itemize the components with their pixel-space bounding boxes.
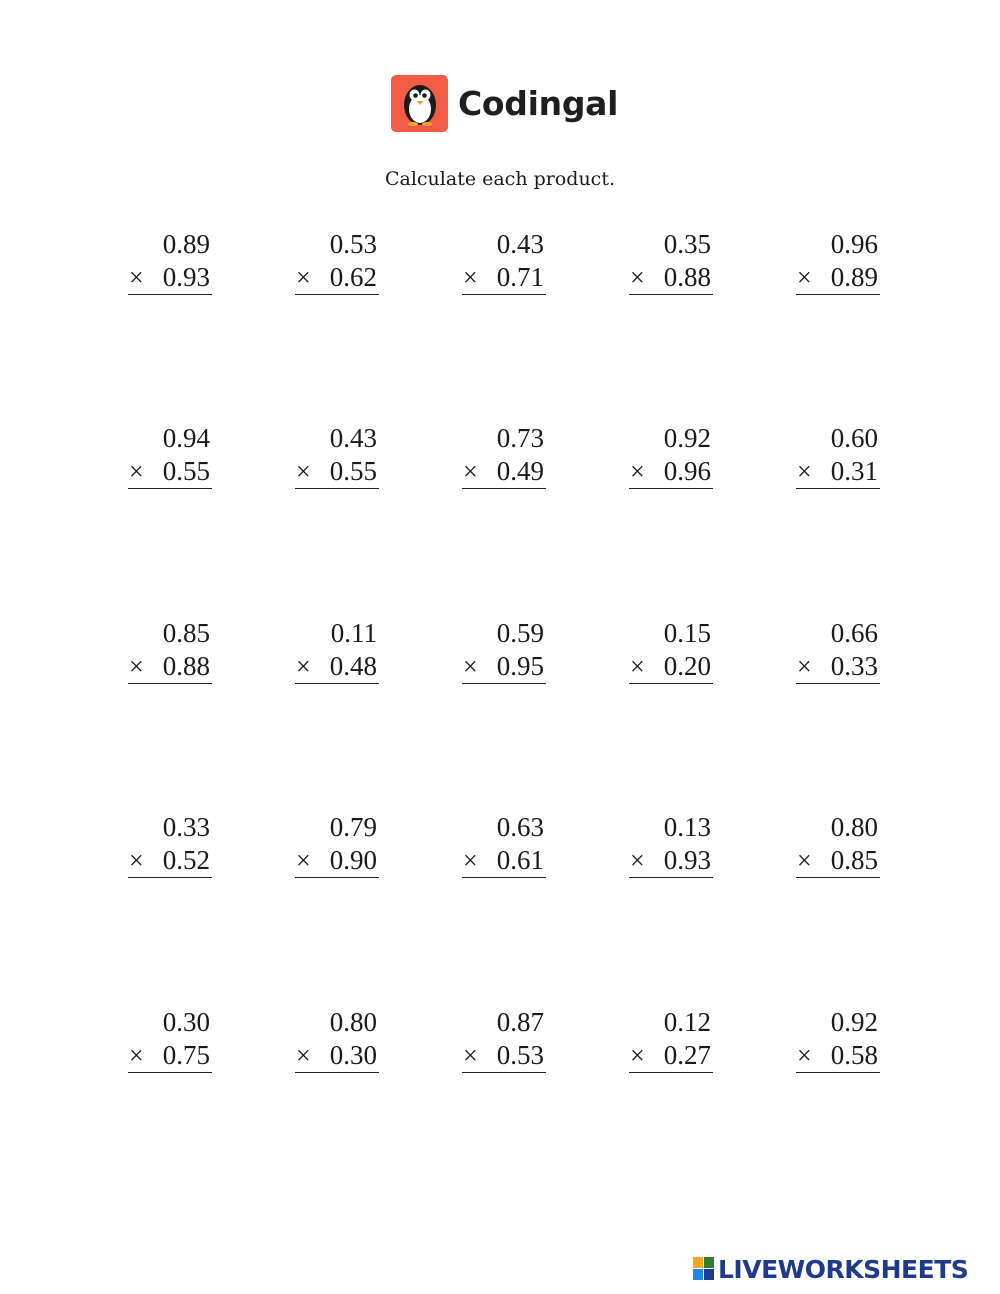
multiplicand: 0.15	[663, 618, 711, 648]
multiplicand: 0.63	[496, 812, 544, 842]
multiplier-row	[128, 1039, 212, 1073]
multiplicand: 0.59	[496, 618, 544, 648]
multiplier: 0.55	[329, 456, 377, 486]
multiplier: 0.62	[329, 262, 377, 292]
multiplier: 0.31	[830, 456, 878, 486]
multiplication-problem	[796, 1006, 880, 1073]
multiplicand: 0.33	[162, 812, 210, 842]
multiplier: 0.95	[496, 651, 544, 681]
times-sign: ×	[296, 652, 311, 681]
multiplication-problem	[629, 811, 713, 878]
multiplication-problem	[462, 422, 546, 489]
multiplier-row	[796, 1039, 880, 1073]
liveworksheets-watermark	[693, 1254, 968, 1284]
multiplier: 0.61	[496, 845, 544, 875]
times-sign: ×	[296, 1041, 311, 1070]
multiplicand: 0.73	[496, 423, 544, 453]
times-sign: ×	[296, 263, 311, 292]
multiplicand: 0.80	[329, 1007, 377, 1037]
multiplication-problem	[796, 811, 880, 878]
multiplier: 0.96	[663, 456, 711, 486]
multiplier-row	[796, 844, 880, 878]
multiplication-problem	[295, 617, 379, 684]
multiplicand: 0.80	[830, 812, 878, 842]
multiplier-row	[295, 455, 379, 489]
multiplier-row	[629, 844, 713, 878]
times-sign: ×	[630, 652, 645, 681]
multiplicand: 0.13	[663, 812, 711, 842]
times-sign: ×	[463, 457, 478, 486]
multiplication-problem	[462, 811, 546, 878]
multiplicand: 0.96	[830, 229, 878, 259]
times-sign: ×	[630, 846, 645, 875]
multiplier-row	[629, 261, 713, 295]
multiplier: 0.93	[663, 845, 711, 875]
multiplier: 0.88	[162, 651, 210, 681]
times-sign: ×	[630, 457, 645, 486]
multiplication-problem	[629, 1006, 713, 1073]
times-sign: ×	[463, 1041, 478, 1070]
times-sign: ×	[463, 652, 478, 681]
multiplication-problem	[128, 228, 212, 295]
multiplier: 0.89	[830, 262, 878, 292]
multiplier: 0.49	[496, 456, 544, 486]
watermark-text: LIVEWORKSHEETS	[718, 1254, 969, 1284]
multiplier: 0.52	[162, 845, 210, 875]
brand-name: Codingal	[458, 83, 619, 123]
multiplier: 0.71	[496, 262, 544, 292]
worksheet-instructions: Calculate each product.	[384, 168, 616, 190]
multiplicand: 0.43	[329, 423, 377, 453]
multiplier-row	[128, 261, 212, 295]
multiplicand: 0.92	[663, 423, 711, 453]
multiplier-row	[796, 261, 880, 295]
multiplier-row	[462, 261, 546, 295]
multiplication-problem	[128, 422, 212, 489]
times-sign: ×	[463, 263, 478, 292]
multiplier-row	[629, 650, 713, 684]
multiplicand: 0.11	[330, 618, 377, 648]
multiplier-row	[462, 650, 546, 684]
multiplication-problem	[629, 617, 713, 684]
multiplicand: 0.60	[830, 423, 878, 453]
multiplier: 0.90	[329, 845, 377, 875]
multiplier-row	[796, 455, 880, 489]
multiplicand: 0.87	[496, 1007, 544, 1037]
multiplier: 0.53	[496, 1040, 544, 1070]
multiplier: 0.27	[663, 1040, 711, 1070]
multiplier-row	[295, 650, 379, 684]
multiplicand: 0.66	[830, 618, 878, 648]
multiplication-problem	[796, 422, 880, 489]
multiplicand: 0.79	[329, 812, 377, 842]
times-sign: ×	[797, 652, 812, 681]
multiplier-row	[295, 261, 379, 295]
multiplicand: 0.53	[329, 229, 377, 259]
multiplicand: 0.94	[162, 423, 210, 453]
multiplier-row	[462, 1039, 546, 1073]
multiplier: 0.33	[830, 651, 878, 681]
multiplier-row	[128, 844, 212, 878]
multiplier: 0.58	[830, 1040, 878, 1070]
multiplier: 0.88	[663, 262, 711, 292]
multiplier: 0.75	[162, 1040, 210, 1070]
multiplicand: 0.43	[496, 229, 544, 259]
multiplier: 0.85	[830, 845, 878, 875]
multiplication-problem	[295, 228, 379, 295]
multiplication-problem	[796, 228, 880, 295]
multiplier-row	[462, 844, 546, 878]
multiplier: 0.30	[329, 1040, 377, 1070]
multiplication-problem	[295, 422, 379, 489]
multiplier: 0.48	[329, 651, 377, 681]
multiplication-problem	[462, 617, 546, 684]
times-sign: ×	[129, 652, 144, 681]
multiplicand: 0.35	[663, 229, 711, 259]
multiplier-row	[128, 650, 212, 684]
multiplicand: 0.30	[162, 1007, 210, 1037]
multiplier-row	[629, 455, 713, 489]
times-sign: ×	[129, 263, 144, 292]
multiplication-problem	[462, 1006, 546, 1073]
times-sign: ×	[630, 263, 645, 292]
times-sign: ×	[463, 846, 478, 875]
multiplication-problem	[128, 617, 212, 684]
multiplier: 0.93	[162, 262, 210, 292]
times-sign: ×	[797, 1041, 812, 1070]
times-sign: ×	[129, 457, 144, 486]
multiplier: 0.20	[663, 651, 711, 681]
multiplication-problem	[629, 422, 713, 489]
multiplication-problem	[295, 811, 379, 878]
liveworksheets-logo-icon	[693, 1257, 715, 1281]
multiplication-problem	[462, 228, 546, 295]
multiplication-problem	[796, 617, 880, 684]
times-sign: ×	[296, 457, 311, 486]
multiplication-problem	[295, 1006, 379, 1073]
times-sign: ×	[797, 457, 812, 486]
times-sign: ×	[797, 846, 812, 875]
times-sign: ×	[129, 846, 144, 875]
times-sign: ×	[630, 1041, 645, 1070]
multiplier-row	[796, 650, 880, 684]
multiplicand: 0.92	[830, 1007, 878, 1037]
times-sign: ×	[296, 846, 311, 875]
multiplier-row	[462, 455, 546, 489]
multiplicand: 0.85	[162, 618, 210, 648]
multiplication-problem	[629, 228, 713, 295]
multiplication-problem	[128, 811, 212, 878]
multiplier-row	[295, 1039, 379, 1073]
multiplier-row	[295, 844, 379, 878]
times-sign: ×	[797, 263, 812, 292]
multiplicand: 0.12	[663, 1007, 711, 1037]
multiplicand: 0.89	[162, 229, 210, 259]
multiplication-problem	[128, 1006, 212, 1073]
times-sign: ×	[129, 1041, 144, 1070]
multiplier-row	[629, 1039, 713, 1073]
multiplier: 0.55	[162, 456, 210, 486]
multiplier-row	[128, 455, 212, 489]
